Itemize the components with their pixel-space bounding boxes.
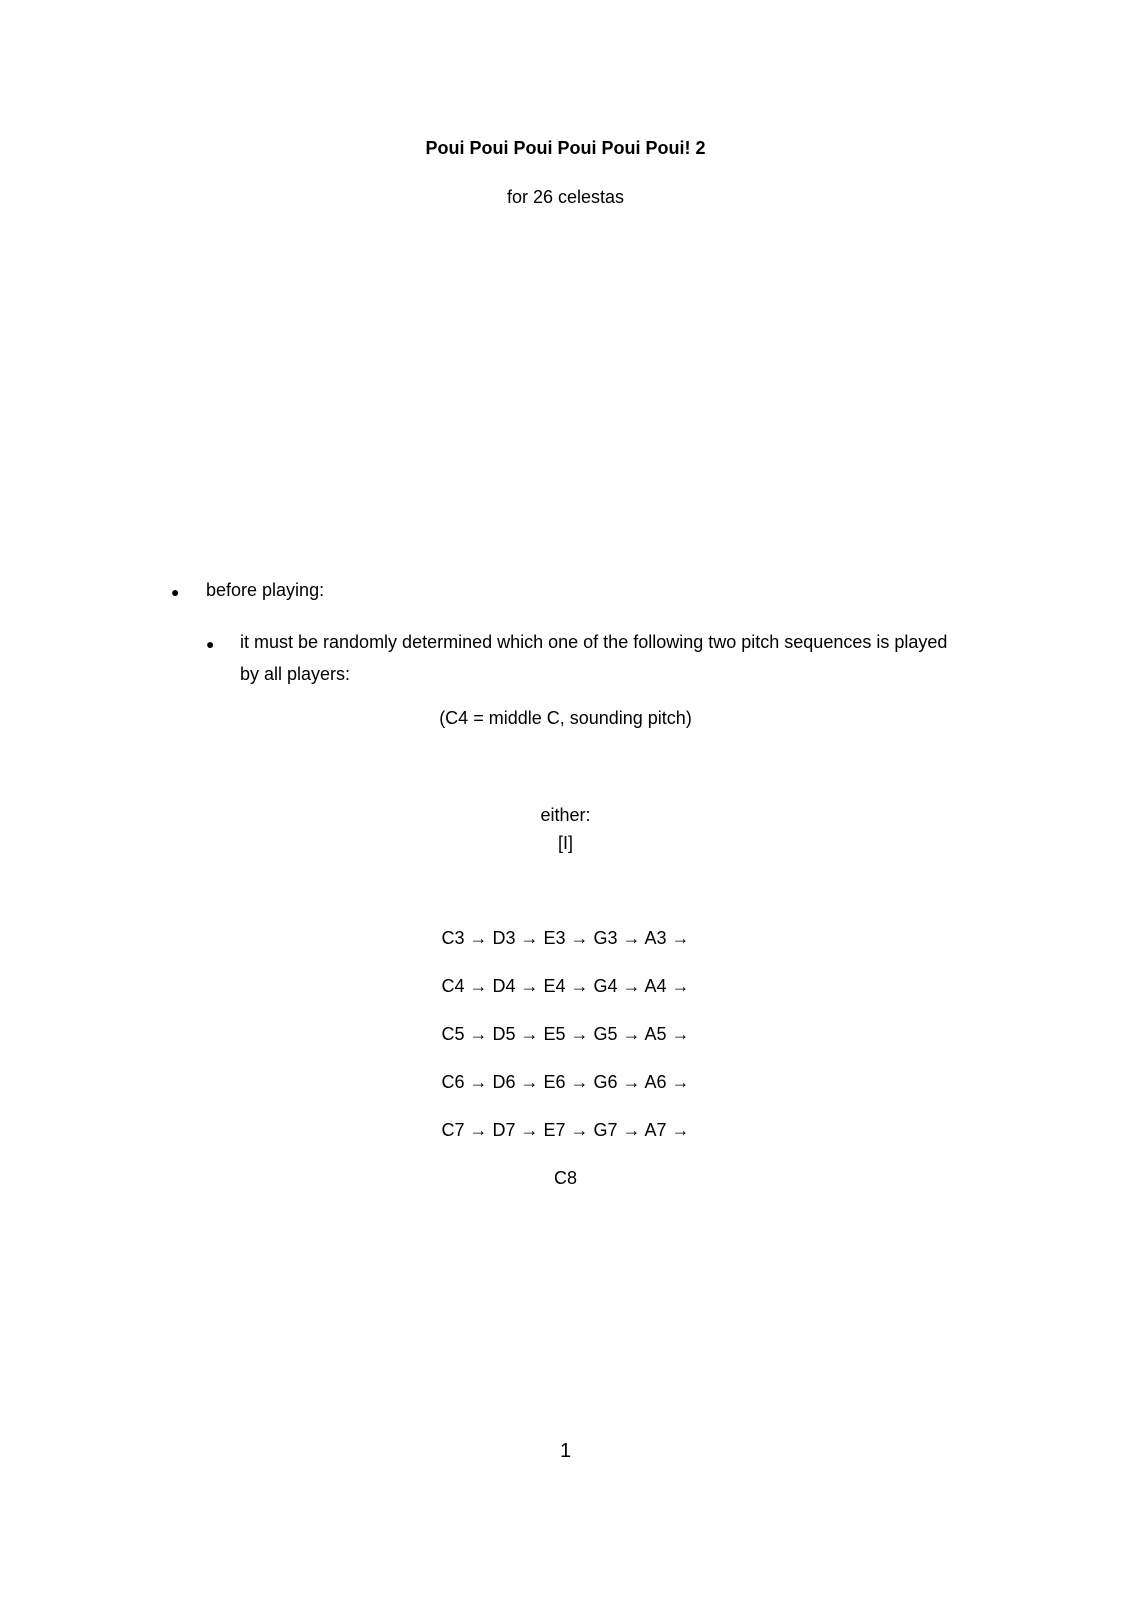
variant-label: [I] <box>557 833 573 853</box>
pitch-sequence-line: C4 → D4 → E4 → G4 → A4 → <box>441 976 690 996</box>
pitch-sequence-line: C6 → D6 → E6 → G6 → A6 → <box>441 1072 690 1092</box>
pitch-sequence-line: C3 → D3 → E3 → G3 → A3 → <box>441 928 690 948</box>
instruction-item-random-determination: it must be randomly determined which one of the following two pitch sequences is played by all players: <box>240 632 948 684</box>
pitch-sequence-final: C8 <box>553 1168 577 1188</box>
instruction-item-before-playing: before playing: <box>206 580 325 600</box>
document-subtitle: for 26 celestas <box>506 187 625 207</box>
bullet-icon: ● <box>206 636 215 652</box>
bullet-icon: ● <box>171 584 180 600</box>
pitch-sequence-line: C7 → D7 → E7 → G7 → A7 → <box>441 1120 690 1140</box>
pitch-sequence-line: C5 → D5 → E5 → G5 → A5 → <box>441 1024 690 1044</box>
document-title: Poui Poui Poui Poui Poui Poui! 2 <box>425 138 706 158</box>
either-label: either: <box>540 805 591 825</box>
pitch-note: (C4 = middle C, sounding pitch) <box>439 708 692 728</box>
page-number: 1 <box>559 1440 572 1462</box>
